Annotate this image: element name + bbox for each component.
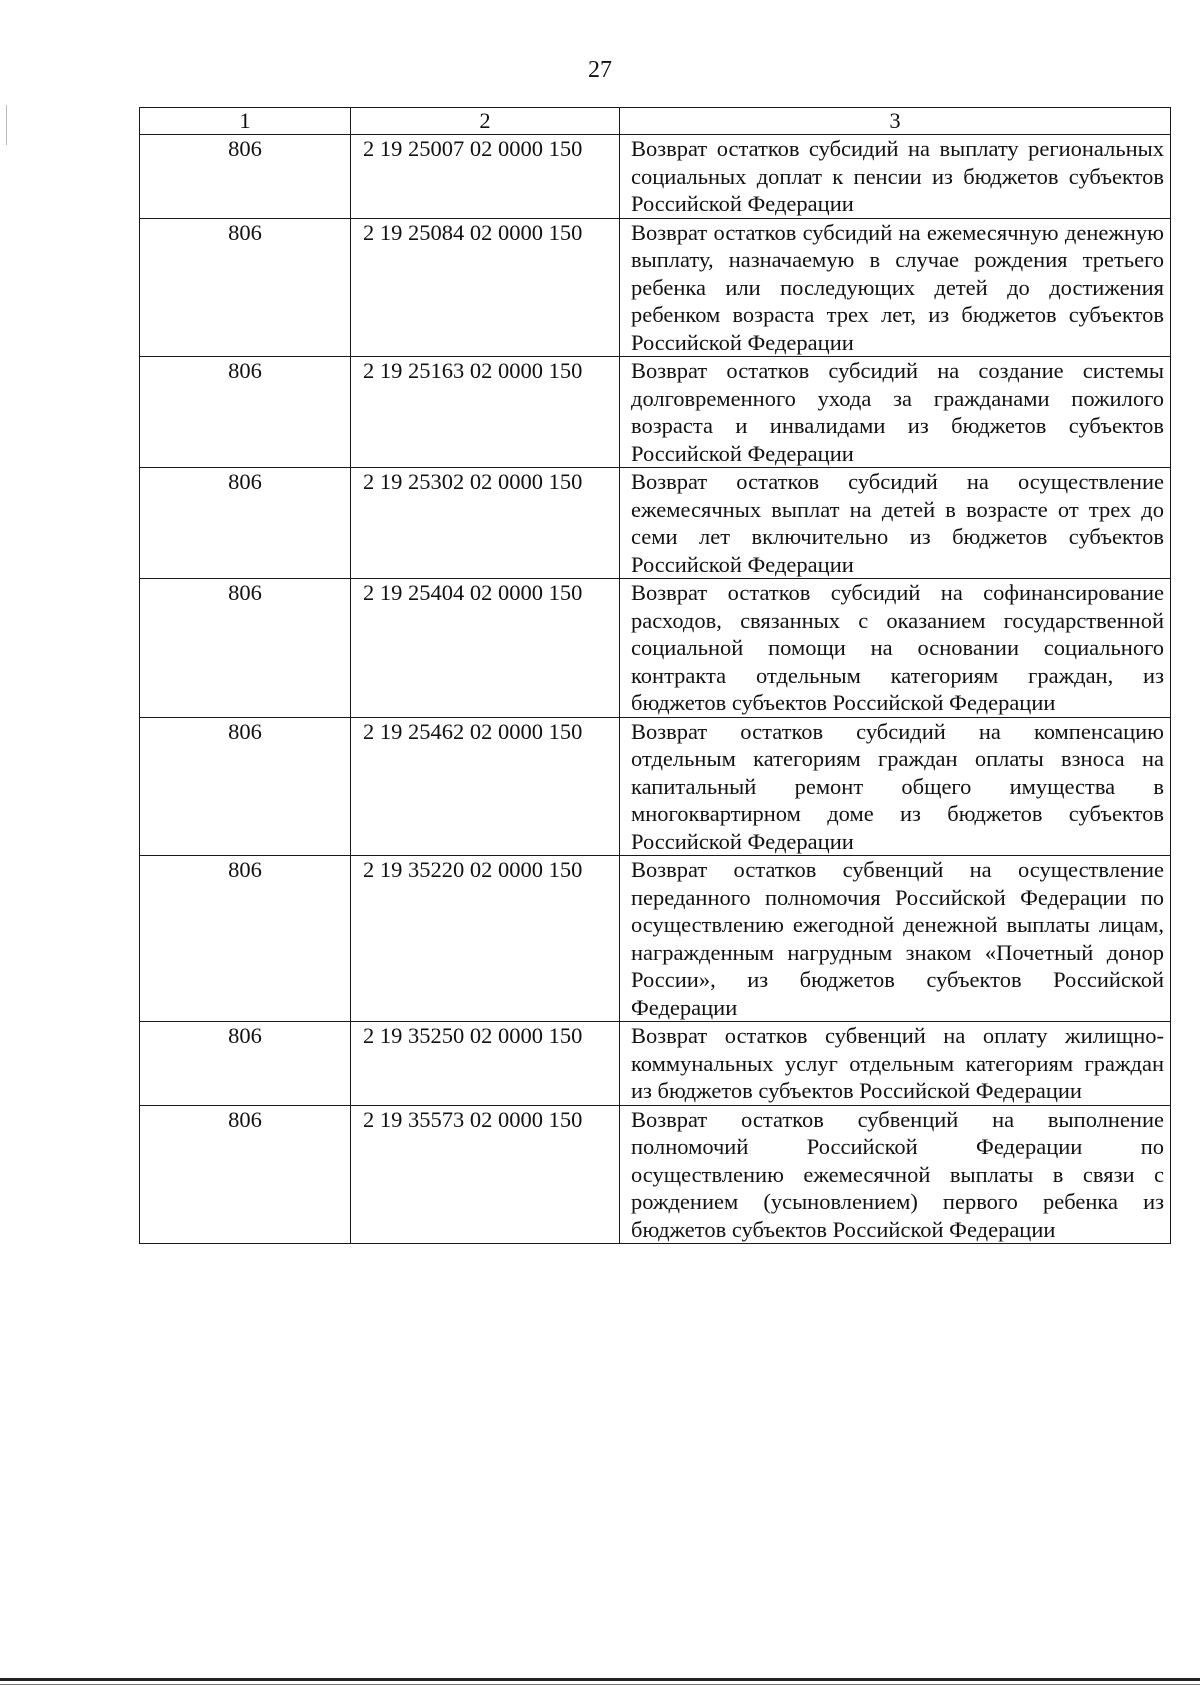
- revenue-description-cell: Возврат остатков субсидий на ежемесячную денежную выплату, назначаемую в случае рождения третьего ребенка или последующих детей до достижения ребенком возраста трех лет, из бюджетов субъектов Российской Федерации: [620, 218, 1171, 357]
- revenue-description-cell: Возврат остатков субсидий на софинансирование расходов, связанных с оказанием государственной социальной помощи на основании социального контракта отдельным категориям граждан, из бюджетов субъектов Российской Федерации: [620, 579, 1171, 718]
- admin-code-cell: 806: [140, 468, 351, 579]
- budget-classification-code-cell: 2 19 25007 02 0000 150: [351, 135, 620, 219]
- admin-code-cell: 806: [140, 1022, 351, 1106]
- table-row: [140, 1022, 1171, 1106]
- table-row: [140, 468, 1171, 579]
- revenue-description-cell: Возврат остатков субсидий на создание системы долговременного ухода за гражданами пожилого возраста и инвалидами из бюджетов субъектов Российской Федерации: [620, 357, 1171, 468]
- column-header-3: 3: [620, 108, 1171, 135]
- table-header-row: [140, 108, 1171, 135]
- admin-code-cell: 806: [140, 218, 351, 357]
- table-row: [140, 135, 1171, 219]
- budget-classification-code-cell: 2 19 25163 02 0000 150: [351, 357, 620, 468]
- budget-classification-code-cell: 2 19 35250 02 0000 150: [351, 1022, 620, 1106]
- budget-classification-code-cell: 2 19 25462 02 0000 150: [351, 717, 620, 856]
- page-bottom-rule-thin: [0, 1684, 1200, 1685]
- column-header-1: 1: [140, 108, 351, 135]
- revenue-description-cell: Возврат остатков субвенций на оплату жилищно-коммунальных услуг отдельным категориям граждан из бюджетов субъектов Российской Федерации: [620, 1022, 1171, 1106]
- admin-code-cell: 806: [140, 856, 351, 1022]
- admin-code-cell: 806: [140, 357, 351, 468]
- budget-classification-code-cell: 2 19 25084 02 0000 150: [351, 218, 620, 357]
- revenue-description-cell: Возврат остатков субсидий на осуществление ежемесячных выплат на детей в возрасте от трех до семи лет включительно из бюджетов субъектов Российской Федерации: [620, 468, 1171, 579]
- scan-margin-mark: [6, 105, 7, 145]
- admin-code-cell: 806: [140, 717, 351, 856]
- revenue-description-cell: Возврат остатков субвенций на выполнение полномочий Российской Федерации по осуществлению ежемесячной выплаты в связи с рождением (усыновлением) первого ребенка из бюджетов субъектов Российской Федерации: [620, 1105, 1171, 1244]
- admin-code-cell: 806: [140, 135, 351, 219]
- table-row: [140, 357, 1171, 468]
- table-row: [140, 579, 1171, 718]
- revenue-description-cell: Возврат остатков субвенций на осуществление переданного полномочия Российской Федерации по осуществлению ежегодной денежной выплаты лицам, награжденным нагрудным знаком «Почетный донор России», из бюджетов субъектов Российской Федерации: [620, 856, 1171, 1022]
- table-row: [140, 856, 1171, 1022]
- revenue-description-cell: Возврат остатков субсидий на компенсацию отдельным категориям граждан оплаты взноса на капитальный ремонт общего имущества в многоквартирном доме из бюджетов субъектов Российской Федерации: [620, 717, 1171, 856]
- budget-classification-code-cell: 2 19 35220 02 0000 150: [351, 856, 620, 1022]
- table-row: [140, 717, 1171, 856]
- column-header-2: 2: [351, 108, 620, 135]
- table-row: [140, 218, 1171, 357]
- budget-classification-code-cell: 2 19 25302 02 0000 150: [351, 468, 620, 579]
- admin-code-cell: 806: [140, 1105, 351, 1244]
- page-number: 27: [588, 57, 612, 83]
- budget-classification-code-cell: 2 19 25404 02 0000 150: [351, 579, 620, 718]
- table-row: [140, 1105, 1171, 1244]
- table-body: [140, 135, 1171, 1244]
- admin-code-cell: 806: [140, 579, 351, 718]
- revenue-description-cell: Возврат остатков субсидий на выплату региональных социальных доплат к пенсии из бюджетов субъектов Российской Федерации: [620, 135, 1171, 219]
- budget-codes-table: [139, 107, 1171, 1244]
- budget-classification-code-cell: 2 19 35573 02 0000 150: [351, 1105, 620, 1244]
- page-bottom-rule: [0, 1678, 1200, 1681]
